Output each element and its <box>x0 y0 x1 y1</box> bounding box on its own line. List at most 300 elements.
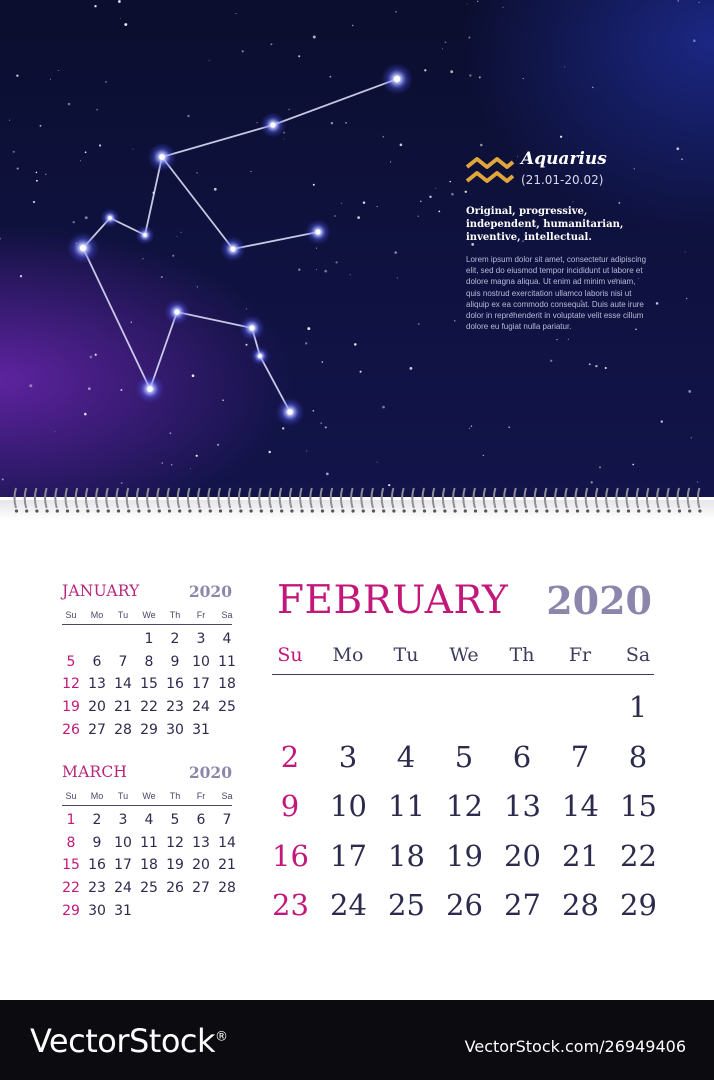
background-star <box>288 109 290 111</box>
binding-hole <box>250 509 253 512</box>
background-star <box>377 462 378 463</box>
binding-hole <box>199 509 202 512</box>
binding-hole <box>15 509 18 512</box>
day-cell: Th <box>509 644 535 666</box>
binding-ring <box>443 488 445 508</box>
day-cell: 25 <box>388 888 425 922</box>
background-star <box>50 79 51 80</box>
day-cell: 1 <box>628 690 648 724</box>
day-cell: 18 <box>388 838 425 873</box>
empty-cell <box>62 628 80 651</box>
background-star <box>236 13 237 14</box>
background-star <box>390 161 391 162</box>
day-cell: 28 <box>218 880 236 897</box>
background-star <box>85 216 88 219</box>
constellation-star <box>147 386 153 392</box>
background-star <box>251 171 252 172</box>
empty-cell <box>330 683 366 733</box>
binding-ring <box>412 488 414 508</box>
binding-hole <box>290 509 293 512</box>
background-star <box>58 70 59 71</box>
background-star <box>131 322 132 323</box>
empty-cell <box>504 683 540 733</box>
background-star <box>394 251 396 253</box>
binding-hole <box>66 509 69 512</box>
binding-hole <box>413 509 416 512</box>
day-cell: 15 <box>140 676 158 693</box>
background-star <box>508 427 510 429</box>
binding-ring <box>351 488 353 508</box>
background-star <box>99 144 101 146</box>
background-star <box>96 109 98 111</box>
day-cell: Th <box>169 610 181 620</box>
background-star <box>691 437 692 438</box>
binding-ring <box>96 488 98 508</box>
binding-ring <box>392 488 394 508</box>
day-cell: 7 <box>222 812 232 828</box>
mini-month-name: MARCH <box>62 763 128 781</box>
day-cell: We <box>142 610 156 620</box>
empty-cell <box>88 628 106 651</box>
day-cell: 23 <box>272 888 309 922</box>
day-grid <box>62 628 236 741</box>
binding-hole <box>586 509 589 512</box>
background-star <box>90 356 93 359</box>
day-cell: 17 <box>192 676 210 693</box>
binding-ring <box>106 488 108 508</box>
binding-hole <box>46 509 49 512</box>
binding-ring <box>372 488 374 508</box>
day-cell: 20 <box>88 699 106 716</box>
weekday-header <box>272 644 656 666</box>
background-star <box>357 216 360 219</box>
day-cell: 9 <box>92 834 102 851</box>
background-star <box>196 172 198 174</box>
background-star <box>676 147 679 150</box>
day-cell: 15 <box>62 857 80 874</box>
day-cell: 28 <box>114 721 132 738</box>
binding-hole <box>688 509 691 512</box>
background-star <box>605 367 607 369</box>
divider <box>62 805 232 806</box>
day-cell: 5 <box>66 653 76 670</box>
day-cell: We <box>449 644 479 666</box>
binding-ring <box>688 488 690 508</box>
day-cell: 11 <box>140 834 158 851</box>
day-cell: Fr <box>196 791 206 801</box>
binding-hole <box>188 509 191 512</box>
binding-hole <box>25 509 28 512</box>
day-cell: 12 <box>446 789 483 823</box>
background-star <box>335 261 337 263</box>
binding-hole <box>117 509 120 512</box>
binding-hole <box>678 509 681 512</box>
binding-ring <box>627 488 629 508</box>
day-cell: 16 <box>88 857 106 874</box>
background-star <box>245 344 247 346</box>
binding-hole <box>239 509 242 512</box>
binding-hole <box>454 509 457 512</box>
binding-hole <box>607 509 610 512</box>
binding-ring <box>86 488 88 508</box>
binding-ring <box>484 488 486 508</box>
background-star <box>595 365 597 367</box>
day-cell: 22 <box>140 699 158 716</box>
binding-ring <box>229 488 231 508</box>
binding-ring <box>657 488 659 508</box>
day-cell: 14 <box>562 789 599 823</box>
binding-ring <box>310 488 312 508</box>
day-cell: 14 <box>114 676 132 693</box>
stock-id: VectorStock.com/26949406 <box>464 1037 686 1056</box>
background-star <box>382 406 385 409</box>
background-star <box>400 144 403 147</box>
day-cell: Su <box>65 610 77 620</box>
background-star <box>698 2 699 3</box>
constellation-star <box>258 354 262 358</box>
zodiac-traits: Original, progressive, independent, humanitarian, inventive, intellectual. <box>466 206 624 243</box>
binding-hole <box>158 509 161 512</box>
day-cell: Sa <box>625 644 651 666</box>
constellation-star <box>143 233 147 237</box>
day-cell: 26 <box>62 721 80 738</box>
day-cell: 29 <box>620 888 657 922</box>
binding-ring <box>290 488 292 508</box>
background-star <box>450 70 453 73</box>
background-star <box>133 149 134 150</box>
background-star <box>435 188 436 189</box>
background-star <box>556 339 557 340</box>
day-cell: 21 <box>218 857 236 874</box>
background-star <box>429 196 431 198</box>
day-cell: 15 <box>620 789 657 823</box>
binding-hole <box>464 509 467 512</box>
day-cell: 21 <box>562 838 599 873</box>
binding-ring <box>494 488 496 508</box>
binding-ring <box>137 488 139 508</box>
background-star <box>20 275 22 277</box>
background-star <box>442 48 443 49</box>
day-cell: Tu <box>117 610 129 620</box>
binding-ring <box>208 488 210 508</box>
binding-ring <box>667 488 669 508</box>
binding-ring <box>596 488 598 508</box>
binding-hole <box>627 509 630 512</box>
binding-hole <box>668 509 671 512</box>
background-star <box>84 413 87 416</box>
day-cell: 2 <box>280 739 300 774</box>
day-cell: 16 <box>166 676 184 693</box>
binding-ring <box>168 488 170 508</box>
background-star <box>480 144 483 147</box>
background-star <box>197 286 198 287</box>
background-star <box>68 103 71 106</box>
binding-hole <box>270 509 273 512</box>
divider <box>272 674 654 675</box>
background-star <box>305 342 307 344</box>
binding-ring <box>321 488 323 508</box>
binding-ring <box>698 488 700 508</box>
day-cell: 13 <box>504 789 541 823</box>
background-star <box>568 339 569 340</box>
background-star <box>632 464 634 466</box>
background-star <box>471 425 472 426</box>
day-cell: 19 <box>166 857 184 874</box>
background-star <box>589 363 591 365</box>
day-cell: 7 <box>570 739 590 774</box>
month-title: FEBRUARY <box>277 578 509 623</box>
binding-ring <box>535 488 537 508</box>
binding-ring <box>514 488 516 508</box>
binding-hole <box>301 509 304 512</box>
constellation-star <box>159 154 165 160</box>
binding-ring <box>188 488 190 508</box>
binding-hole <box>341 509 344 512</box>
day-cell: 17 <box>114 857 132 874</box>
day-cell: Sa <box>221 610 233 620</box>
day-cell: 20 <box>504 838 541 873</box>
constellation-star <box>80 245 86 251</box>
binding-ring <box>616 488 618 508</box>
day-cell: 10 <box>330 789 367 823</box>
background-star <box>162 462 164 464</box>
day-cell: Su <box>65 791 77 801</box>
background-star <box>0 238 1 240</box>
binding-ring <box>341 488 343 508</box>
day-cell: 25 <box>140 880 158 897</box>
binding-hole <box>229 509 232 512</box>
day-cell: Fr <box>568 644 592 666</box>
constellation-star <box>174 309 179 314</box>
background-star <box>94 5 96 7</box>
empty-cell <box>272 683 308 733</box>
background-star <box>80 160 81 161</box>
day-cell: 3 <box>196 631 206 647</box>
day-cell: 8 <box>628 739 648 774</box>
background-star <box>181 232 182 233</box>
march-mini-calendar <box>62 763 236 922</box>
day-cell: 18 <box>218 676 236 693</box>
background-star <box>483 455 484 456</box>
background-star <box>451 193 454 196</box>
empty-cell <box>562 683 598 733</box>
binding-hole <box>107 509 110 512</box>
background-star <box>418 216 419 217</box>
binding-hole <box>423 509 426 512</box>
binding-hole <box>556 509 559 512</box>
background-star <box>9 120 10 121</box>
mini-month-name: JANUARY <box>62 582 140 600</box>
background-star <box>88 387 91 390</box>
background-star <box>282 427 284 429</box>
day-cell: 2 <box>170 631 180 647</box>
day-cell: Mo <box>90 791 104 801</box>
day-grid <box>272 683 656 931</box>
day-cell: Sa <box>221 791 233 801</box>
background-star <box>383 136 385 138</box>
day-cell: Tu <box>117 791 129 801</box>
background-star <box>298 55 300 57</box>
binding-ring <box>259 488 261 508</box>
binding-ring <box>647 488 649 508</box>
background-star <box>685 252 686 253</box>
background-star <box>352 25 353 26</box>
mini-year: 2020 <box>188 582 232 601</box>
day-cell: 9 <box>170 653 180 670</box>
background-star <box>13 151 15 153</box>
background-star <box>316 269 317 270</box>
day-cell: Th <box>169 791 181 801</box>
binding-hole <box>362 509 365 512</box>
background-star <box>686 298 688 300</box>
day-cell: 8 <box>66 834 76 851</box>
day-cell: 18 <box>140 857 158 874</box>
mini-year: 2020 <box>188 763 232 782</box>
february-calendar <box>272 578 656 931</box>
background-star <box>306 451 307 452</box>
brand-logo <box>30 1022 228 1060</box>
constellation-star <box>270 122 275 127</box>
day-cell: 6 <box>512 739 532 774</box>
background-star <box>187 115 189 117</box>
background-star <box>246 308 247 309</box>
binding-hole <box>35 509 38 512</box>
background-star <box>85 151 87 153</box>
binding-hole <box>698 509 701 512</box>
binding-ring <box>565 488 567 508</box>
day-cell: 31 <box>192 721 210 738</box>
binding-hole <box>137 509 140 512</box>
watermark-bar <box>0 1000 714 1080</box>
background-star <box>169 432 171 434</box>
background-star <box>688 390 691 393</box>
background-star <box>345 122 347 124</box>
day-cell: We <box>142 791 156 801</box>
day-cell: Mo <box>90 610 104 620</box>
background-star <box>72 221 74 223</box>
background-star <box>209 60 210 61</box>
background-star <box>467 3 468 4</box>
binding-hole <box>56 509 59 512</box>
weekday-header <box>62 791 232 801</box>
binding-ring <box>147 488 149 508</box>
day-cell: 1 <box>144 631 154 647</box>
background-star <box>468 37 470 39</box>
binding-ring <box>35 488 37 508</box>
background-star <box>316 248 317 249</box>
binding-hole <box>617 509 620 512</box>
day-cell: 24 <box>114 880 132 897</box>
background-star <box>418 323 420 325</box>
brand-name: VectorStock <box>30 1022 216 1060</box>
day-cell: Fr <box>196 610 206 620</box>
day-cell: 22 <box>62 880 80 897</box>
binding-ring <box>637 488 639 508</box>
background-star <box>33 201 35 203</box>
binding-hole <box>209 509 212 512</box>
day-cell: Mo <box>332 644 364 666</box>
binding-ring <box>76 488 78 508</box>
day-cell: 10 <box>114 834 132 851</box>
binding-hole <box>566 509 569 512</box>
background-star <box>324 270 327 273</box>
binding-ring <box>555 488 557 508</box>
binding-hole <box>433 509 436 512</box>
background-star <box>36 172 38 174</box>
binding-ring <box>270 488 272 508</box>
starfield <box>0 0 714 497</box>
binding-hole <box>127 509 130 512</box>
day-cell: 30 <box>166 721 184 738</box>
january-mini-calendar <box>62 582 236 741</box>
background-star <box>656 302 659 305</box>
constellation-star <box>394 76 400 82</box>
day-cell: 4 <box>396 739 416 774</box>
day-cell: 21 <box>114 699 132 716</box>
binding-hole <box>311 509 314 512</box>
background-star <box>29 384 32 387</box>
day-cell: 26 <box>446 888 483 922</box>
binding-ring <box>55 488 57 508</box>
background-star <box>270 43 272 45</box>
day-cell: 7 <box>118 653 128 670</box>
weekday-header <box>62 610 232 620</box>
day-cell: 24 <box>330 888 367 922</box>
binding-hole <box>331 509 334 512</box>
background-star <box>354 343 357 346</box>
binding-hole <box>525 509 528 512</box>
background-star <box>322 361 324 363</box>
background-star <box>469 428 470 429</box>
day-cell: Tu <box>393 644 419 666</box>
background-star <box>560 136 562 138</box>
binding-ring <box>463 488 465 508</box>
day-cell: 11 <box>218 653 236 670</box>
binding-ring <box>331 488 333 508</box>
day-cell: 19 <box>62 699 80 716</box>
background-star <box>477 1 478 2</box>
binding-ring <box>25 488 27 508</box>
day-cell: 5 <box>170 812 180 828</box>
binding-ring <box>157 488 159 508</box>
binding-hole <box>280 509 283 512</box>
background-star <box>298 269 300 271</box>
day-cell: 4 <box>222 631 232 647</box>
binding-hole <box>382 509 385 512</box>
background-star <box>312 410 314 412</box>
day-cell: 12 <box>166 834 184 851</box>
background-star <box>161 276 163 278</box>
constellation-star <box>315 229 320 234</box>
background-star <box>523 78 524 79</box>
binding-ring <box>433 488 435 508</box>
background-star <box>222 399 224 401</box>
binding-hole <box>647 509 650 512</box>
binding-hole <box>219 509 222 512</box>
divider <box>62 624 232 625</box>
binding-ring <box>586 488 588 508</box>
background-star <box>360 371 362 373</box>
background-star <box>120 18 121 19</box>
binding-hole <box>76 509 79 512</box>
background-star <box>661 420 663 422</box>
background-star <box>424 69 426 71</box>
background-star <box>550 360 552 362</box>
aquarius-waves-icon <box>465 155 515 187</box>
binding-ring <box>300 488 302 508</box>
constellation-star <box>108 216 112 220</box>
binding-ring <box>474 488 476 508</box>
